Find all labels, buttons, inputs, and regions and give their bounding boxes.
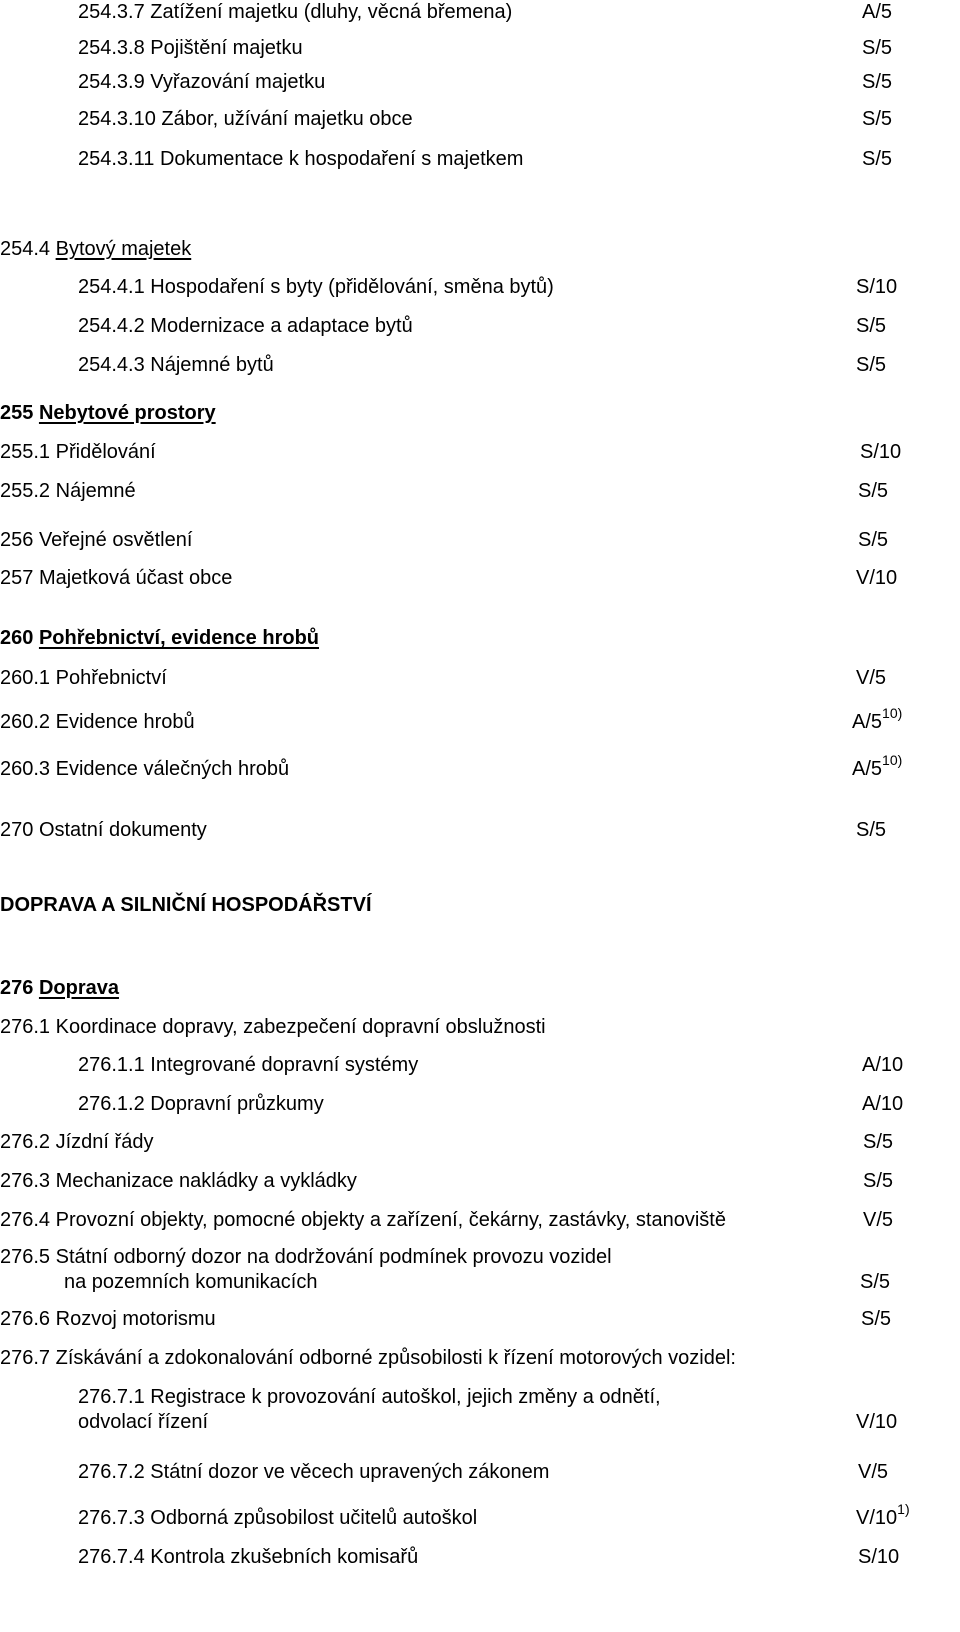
item-number: 254.3.10 [78, 108, 156, 130]
item-number: 260 [0, 627, 34, 649]
list-item [0, 1501, 960, 1530]
item-number: 254.4.2 [78, 315, 145, 337]
item-label: Státní odborný dozor na dodržování podmínek provozu vozidel [55, 1246, 612, 1268]
item-label: Veřejné osvětlení [38, 529, 193, 551]
item-label: Jízdní řády [55, 1131, 154, 1153]
list-item [0, 36, 960, 60]
retention-code: V/10 [856, 567, 898, 589]
retention-code: S/5 [862, 37, 893, 59]
item-number: 276.6 [0, 1308, 51, 1330]
footnote-marker: 1) [897, 1501, 910, 1517]
retention-code: A/10 [862, 1054, 904, 1076]
section-heading: DOPRAVA A SILNIČNÍ HOSPODÁŘSTVÍ [0, 894, 372, 916]
item-label: Přidělování [55, 441, 156, 463]
list-item [0, 107, 960, 131]
retention-code: S/5 [856, 354, 887, 376]
list-item [0, 528, 960, 552]
item-number: 270 [0, 819, 34, 841]
item-label: Nájemné bytů [150, 354, 274, 376]
list-item [0, 479, 960, 503]
item-label: Vyřazování majetku [150, 71, 326, 93]
item-number: 276.2 [0, 1131, 51, 1153]
list-item [0, 1385, 960, 1434]
item-number: 276.7.3 [78, 1507, 145, 1529]
retention-code: S/10 [860, 441, 902, 463]
list-item [0, 818, 960, 842]
list-item [0, 1545, 960, 1569]
list-item [0, 566, 960, 590]
retention-code: V/5 [856, 667, 887, 689]
list-item [0, 1346, 960, 1370]
item-number: 257 [0, 567, 34, 589]
item-label: Dokumentace k hospodaření s majetkem [159, 148, 524, 170]
item-label: Pohřebnictví [55, 667, 167, 689]
item-number: 276.4 [0, 1209, 51, 1231]
list-item [0, 976, 960, 1000]
item-label: Integrované dopravní systémy [150, 1054, 419, 1076]
list-item [0, 1307, 960, 1331]
retention-code: S/5 [858, 529, 889, 551]
list-item [0, 70, 960, 94]
item-number: 276.7.4 [78, 1546, 145, 1568]
list-item [0, 1015, 960, 1039]
retention-code: V/10 [856, 1411, 898, 1433]
item-label: Kontrola zkušebních komisařů [150, 1546, 419, 1568]
item-label-continued: na pozemních komunikacích [64, 1271, 318, 1293]
retention-code: S/5 [860, 1271, 891, 1293]
item-number: 276.1.1 [78, 1054, 145, 1076]
retention-code: A/5 [862, 1, 893, 23]
retention-code: V/5 [858, 1461, 889, 1483]
list-item [0, 237, 960, 261]
item-label: Evidence hrobů [55, 711, 195, 733]
item-number: 276.7.2 [78, 1461, 145, 1483]
item-label: Koordinace dopravy, zabezpečení dopravní obslužnosti [55, 1016, 546, 1038]
item-number: 255.2 [0, 480, 51, 502]
item-number: 276.7.1 [78, 1386, 145, 1408]
list-item [0, 314, 960, 338]
retention-code: V/5 [863, 1209, 894, 1231]
retention-code: S/5 [862, 108, 893, 130]
item-number: 254.3.8 [78, 37, 145, 59]
retention-code: S/10 [856, 276, 898, 298]
item-number: 255.1 [0, 441, 51, 463]
item-number: 276 [0, 977, 34, 999]
item-label: Majetková účast obce [38, 567, 233, 589]
item-label: Evidence válečných hrobů [55, 758, 290, 780]
list-item [0, 401, 960, 425]
list-item [0, 1053, 960, 1077]
retention-code: A/5 [852, 711, 883, 733]
item-number: 276.1.2 [78, 1093, 145, 1115]
item-label: Získávání a zdokonalování odborné způsobilosti k řízení motorových vozidel: [55, 1347, 736, 1369]
item-label: Zatížení majetku (dluhy, věcná břemena) [150, 1, 513, 23]
item-label: Modernizace a adaptace bytů [150, 315, 413, 337]
item-number: 254.4.3 [78, 354, 145, 376]
retention-code: S/5 [863, 1170, 894, 1192]
item-number: 254.4.1 [78, 276, 145, 298]
retention-code: S/5 [856, 819, 887, 841]
item-label: Nájemné [55, 480, 136, 502]
retention-code: S/5 [862, 148, 893, 170]
item-number: 276.1 [0, 1016, 51, 1038]
list-item [0, 353, 960, 377]
item-label: Pojištění majetku [150, 37, 303, 59]
list-item [0, 440, 960, 464]
item-label-continued: odvolací řízení [78, 1411, 209, 1433]
item-number: 254.3.9 [78, 71, 145, 93]
retention-code: S/5 [858, 480, 889, 502]
retention-code: A/5 [852, 758, 883, 780]
item-number: 254.4 [0, 238, 51, 260]
item-label: Doprava [38, 977, 119, 999]
list-item [0, 275, 960, 299]
item-label: Dopravní průzkumy [150, 1093, 324, 1115]
list-item [0, 147, 960, 171]
retention-code: S/5 [861, 1308, 892, 1330]
item-number: 255 [0, 402, 34, 424]
list-item [0, 0, 960, 24]
list-item [0, 752, 960, 781]
item-label: Zábor, užívání majetku obce [161, 108, 413, 130]
list-item [0, 1169, 960, 1193]
item-label: Rozvoj motorismu [55, 1308, 216, 1330]
item-label: Hospodaření s byty (přidělování, směna bytů) [150, 276, 554, 298]
item-number: 254.3.7 [78, 1, 145, 23]
retention-code: V/10 [856, 1507, 898, 1529]
item-label: Registrace k provozování autoškol, jejich změny a odnětí, [150, 1386, 661, 1408]
item-number: 276.7 [0, 1347, 51, 1369]
retention-code: S/10 [858, 1546, 900, 1568]
item-label: Bytový majetek [55, 238, 192, 260]
item-label: Odborná způsobilost učitelů autoškol [150, 1507, 478, 1529]
item-number: 256 [0, 529, 34, 551]
list-item [0, 626, 960, 650]
footnote-marker: 10) [882, 752, 903, 768]
item-number: 260.2 [0, 711, 51, 733]
retention-code: A/10 [862, 1093, 904, 1115]
item-label: Nebytové prostory [38, 402, 216, 424]
item-number: 276.3 [0, 1170, 51, 1192]
retention-code: S/5 [862, 71, 893, 93]
list-item [0, 1208, 960, 1232]
item-label: Mechanizace nakládky a vykládky [55, 1170, 357, 1192]
item-label: Provozní objekty, pomocné objekty a zařízení, čekárny, zastávky, stanoviště [55, 1209, 726, 1231]
item-number: 254.3.11 [78, 148, 155, 170]
footnote-marker: 10) [882, 705, 903, 721]
item-number: 260.1 [0, 667, 51, 689]
list-item [0, 705, 960, 734]
list-item [0, 666, 960, 690]
list-item [0, 1460, 960, 1484]
list-item [0, 893, 960, 917]
item-label: Státní dozor ve věcech upravených zákonem [150, 1461, 550, 1483]
list-item [0, 1130, 960, 1154]
item-number: 260.3 [0, 758, 51, 780]
list-item [0, 1092, 960, 1116]
retention-code: S/5 [863, 1131, 894, 1153]
retention-code: S/5 [856, 315, 887, 337]
item-label: Ostatní dokumenty [38, 819, 207, 841]
item-number: 276.5 [0, 1246, 51, 1268]
item-label: Pohřebnictví, evidence hrobů [38, 627, 319, 649]
list-item [0, 1245, 960, 1294]
